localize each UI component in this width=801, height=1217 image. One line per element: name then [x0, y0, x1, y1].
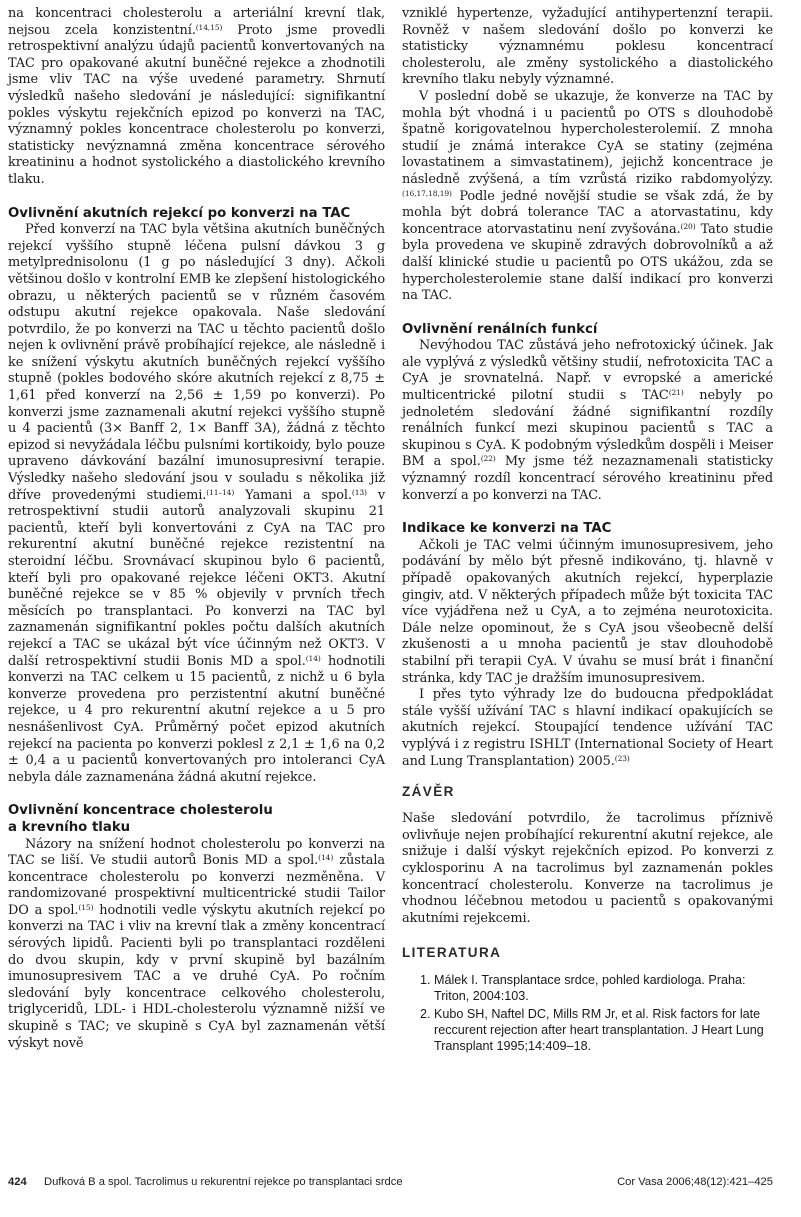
section-heading: Ovlivnění koncentrace cholesterolu a krevního tlaku: [8, 803, 273, 835]
citation: (23): [614, 753, 630, 763]
page-number: 424: [8, 1176, 27, 1188]
paragraph: na koncentraci cholesterolu a arteriální krevní tlak, nejsou zcela konzistentní.$^{(14,15)}$ Proto jsme provedli retrospektivní analýzu údajů pacientů konvertovaných na TAC pro opakované akutní buněčné rejekce a zhodnotili jsme vliv TAC na výše uvedené parametry. Shrnutí výsledků našeho sledování je následující: signifikantní pokles výskytu rejekčních epizod po konverzi na TAC, významný pokles koncentrace cholesterolu po konverzi, statisticky nevýznamná změna koncentrace sérového kreatininu a hodnot systolického a diastolického krevního tlaku.: [8, 6, 385, 187]
paragraph: I přes tyto výhrady lze do budoucna předpokládat stále vyšší užívání TAC s hlavní indikací opakujících se akutních rejekcí. Stoupající tendence užívání TAC vyplývá i z registru ISHLT (International Society of Heart and Lung Transplantation) 2005.$^{(23)}$: [402, 687, 773, 769]
section-heading: Ovlivnění akutních rejekcí po konverzi na TAC: [8, 205, 351, 221]
reference-item: 2. Kubo SH, Naftel DC, Mills RM Jr, et al. Risk factors for late reccurent rejection after heart transplantation. J Heart Lung Transplant 1995;14:409–18.: [434, 1006, 773, 1055]
reference-list: [402, 972, 773, 1054]
citation: (13): [351, 487, 367, 497]
citation: (22): [480, 454, 496, 464]
citation: (20): [680, 221, 696, 231]
left-column: [8, 6, 385, 1052]
paragraph: Názory na snížení hodnot cholesterolu po konverzi na TAC se liší. Ve studii autorů Bonis MD a spol.$^{(14)}$ zůstala koncentrace cholesterolu po konverzi nezměněna. V randomizované prospektivní multicentrické studii Tailor DO a spol.$^{(15)}$ hodnotili vedle výskytu akutních rejekcí po konverzi na TAC i vliv na krevní tlak a změny koncentrací sérových lipidů. Pacienti byli po transplantaci rozděleni do dvou skupin, kdy v první skupině byl bazálním imunosupresivem TAC a ve druhé CyA. Po ročním sledování byly koncentrace celkového cholesterolu, triglyceridů, LDL- i HDL-cholesterolu významně nižší ve skupině s TAC; ve skupině s CyA byl zaznamenán větší výskyt nově: [8, 836, 385, 1051]
conclusion-paragraph: Naše sledování potvrdilo, že tacrolimus příznivě ovlivňuje nejen probíhající rekurentní akutní rejekce, ale snižuje i další výskyt rejekčních epizod. Po konverzi z cyklosporinu A na tacrolimus byl zaznamenán pokles koncentrací cholesterolu. Konverze na tacrolimus je vhodnou léčebnou metodou u pacientů s opakovanými akutními rejekcemi.: [402, 811, 773, 926]
section-heading: Indikace ke konverzi na TAC: [402, 521, 612, 537]
references-heading: LITERATURA: [402, 945, 502, 961]
right-column: [402, 6, 773, 1055]
citation: (11–14): [206, 487, 235, 497]
citation: (15): [78, 902, 94, 912]
citation: (14): [305, 653, 321, 663]
section-heading: Ovlivnění renálních funkcí: [402, 321, 598, 337]
paragraph: Nevýhodou TAC zůstává jeho nefrotoxický účinek. Jak ale vyplývá z výsledků většiny studií, nefrotoxicita TAC a CyA je srovnatelná. Např. v evropské a americké multicentrické pilotní studii s TAC$^{(21)}$ nebyly po jednoletém sledování žádné signifikantní rozdíly renálních funkcí mezi skupinou pacientů s TAC a skupinou s CyA. K podobným výsledkům dospěli i Meiser BM a spol.$^{(22)}$ My jsme též nezaznamenali statisticky významný rozdíl koncentrací sérového kreatininu před konverzí a po konverzi na TAC.: [402, 338, 773, 503]
running-title: Dufková B a spol. Tacrolimus u rekurentní rejekce po transplantaci srdce: [44, 1176, 403, 1188]
paragraph: vzniklé hypertenze, vyžadující antihypertenzní terapii. Rovněž v našem sledování došlo po konverzi ke statisticky významnému poklesu koncentrací cholesterolu, ale změny systolického a diastolického krevního tlaku nebyly významné.: [402, 6, 773, 88]
paragraph: Před konverzí na TAC byla většina akutních buněčných rejekcí vyššího stupně léčena pulsní dávkou 3 g metylprednisolonu (1 g po následující 3 dny). Ačkoli většinou došlo v kontrolní EMB ke zlepšení histologického obrazu, u některých pacientů se v různém časovém odstupu akutní rejekce opakovala. Naše sledování potvrdilo, že po konverzi na TAC u těchto pacientů došlo nejen k ovlivnění právě probíhající rejekce, ale následně i ke snížení výskytu akutních buněčných rejekcí vyššího stupně (pokles bodového skóre akutních rejekcí z 8,75 ± 1,61 před konverzí na 2,56 ± 1,59 po konverzi). Po konverzi jsme zaznamenali akutní rejekci vyššího stupně u 4 pacientů (3× Banff 2, 1× Banff 3A), žádná z těchto epizod si nevyžádala léčbu pulsními kortikoidy, bylo pouze upraveno dávkování bazální imunosupresivní terapie. Výsledky našeho sledování jsou v souladu s několika již dříve provedenými studiemi.$^{(11-14)}$ Yamani a spol.$^{(13)}$ v retrospektivní studii autorů analyzovali skupinu 21 pacientů, kteří byli konvertováni z CyA na TAC pro rekurentní akutní buněčné rejekce rezistentní na steroidní léčbu. Srovnávací skupinou bylo 6 pacientů, kteří byli pro opakované rejekce léčeni OKT3. Akutní buněčné rejekce se v 85 % objevily v prvních třech měsících po transplantaci. Po konverzi na TAC byl zaznamenán signifikantní pokles počtu dalších akutních rejekcí a TAC se ukázal být více účinným než OKT3. V další retrospektivní studii Bonis MD a spol.$^{(14)}$ hodnotili konverzi na TAC celkem u 15 pacientů, z nichž u 6 byla konverze provedena pro perzistentní akutní buněčné rejekce, u 4 pro rekurentní akutní rejekce a u 5 pro nesnášenlivost CyA. Průměrný počet epizod akutních rejekcí na pacienta po konverzi poklesl z 2,1 ± 1,6 na 0,2 ± 0,4 a u pacientů konvertovaných pro intoleranci CyA nebyla dále zaznamenána žádná akutní rejekce.: [8, 222, 385, 785]
citation: (14): [318, 853, 334, 863]
paragraph: V poslední době se ukazuje, že konverze na TAC by mohla být vhodná i u pacientů po OTS s dlouhodobě špatně korigovatelnou hypercholesterolemií. Z mnoha studií je známá interakce CyA se statiny (zejména lovastatinem a simvastatinem), jejichž koncentrace je následně zvýšená, a tím vzrůstá riziko rabdomyolýzy.$^{(16,17,18,19)}$ Podle jedné novější studie se však zdá, že by mohla být dobrá tolerance TAC a atorvastatinu, kdy koncentrace atorvastatinu není zvyšována.$^{(20)}$ Tato studie byla provedena ve skupině zdravých dobrovolníků a až další klinické studie u pacientů po OTS ukážou, zda se hypercholesterolemie stane další indikací pro konverzi na TAC.: [402, 88, 773, 304]
journal-citation: Cor Vasa 2006;48(12):421–425: [617, 1176, 773, 1188]
reference-item: 1. Málek I. Transplantace srdce, pohled kardiologa. Praha: Triton, 2004:103.: [434, 972, 773, 1004]
page-footer: [8, 1176, 773, 1194]
conclusion-heading: ZÁVĚR: [402, 784, 455, 800]
citation: (14,15): [195, 22, 223, 32]
citation: (21): [668, 388, 684, 398]
citation: (16,17,18,19): [402, 188, 452, 198]
paragraph: Ačkoli je TAC velmi účinným imunosupresivem, jeho podávání by mělo být přesně indikováno, tj. hlavně v případě opakovaných akutních rejekcí, hyperplazie gingiv, atd. V některých případech může být toxicita TAC více vyjádřena než u CyA, a to zejména neurotoxicita. Dále nelze opominout, že s CyA jsou všeobecně delší zkušenosti a u mnoha pacientů je stav dlouhodobě stabilní při terapii CyA. V úvahu se musí brát i finanční stránka, kdy TAC je dražším imunosupresivem.: [402, 537, 773, 686]
